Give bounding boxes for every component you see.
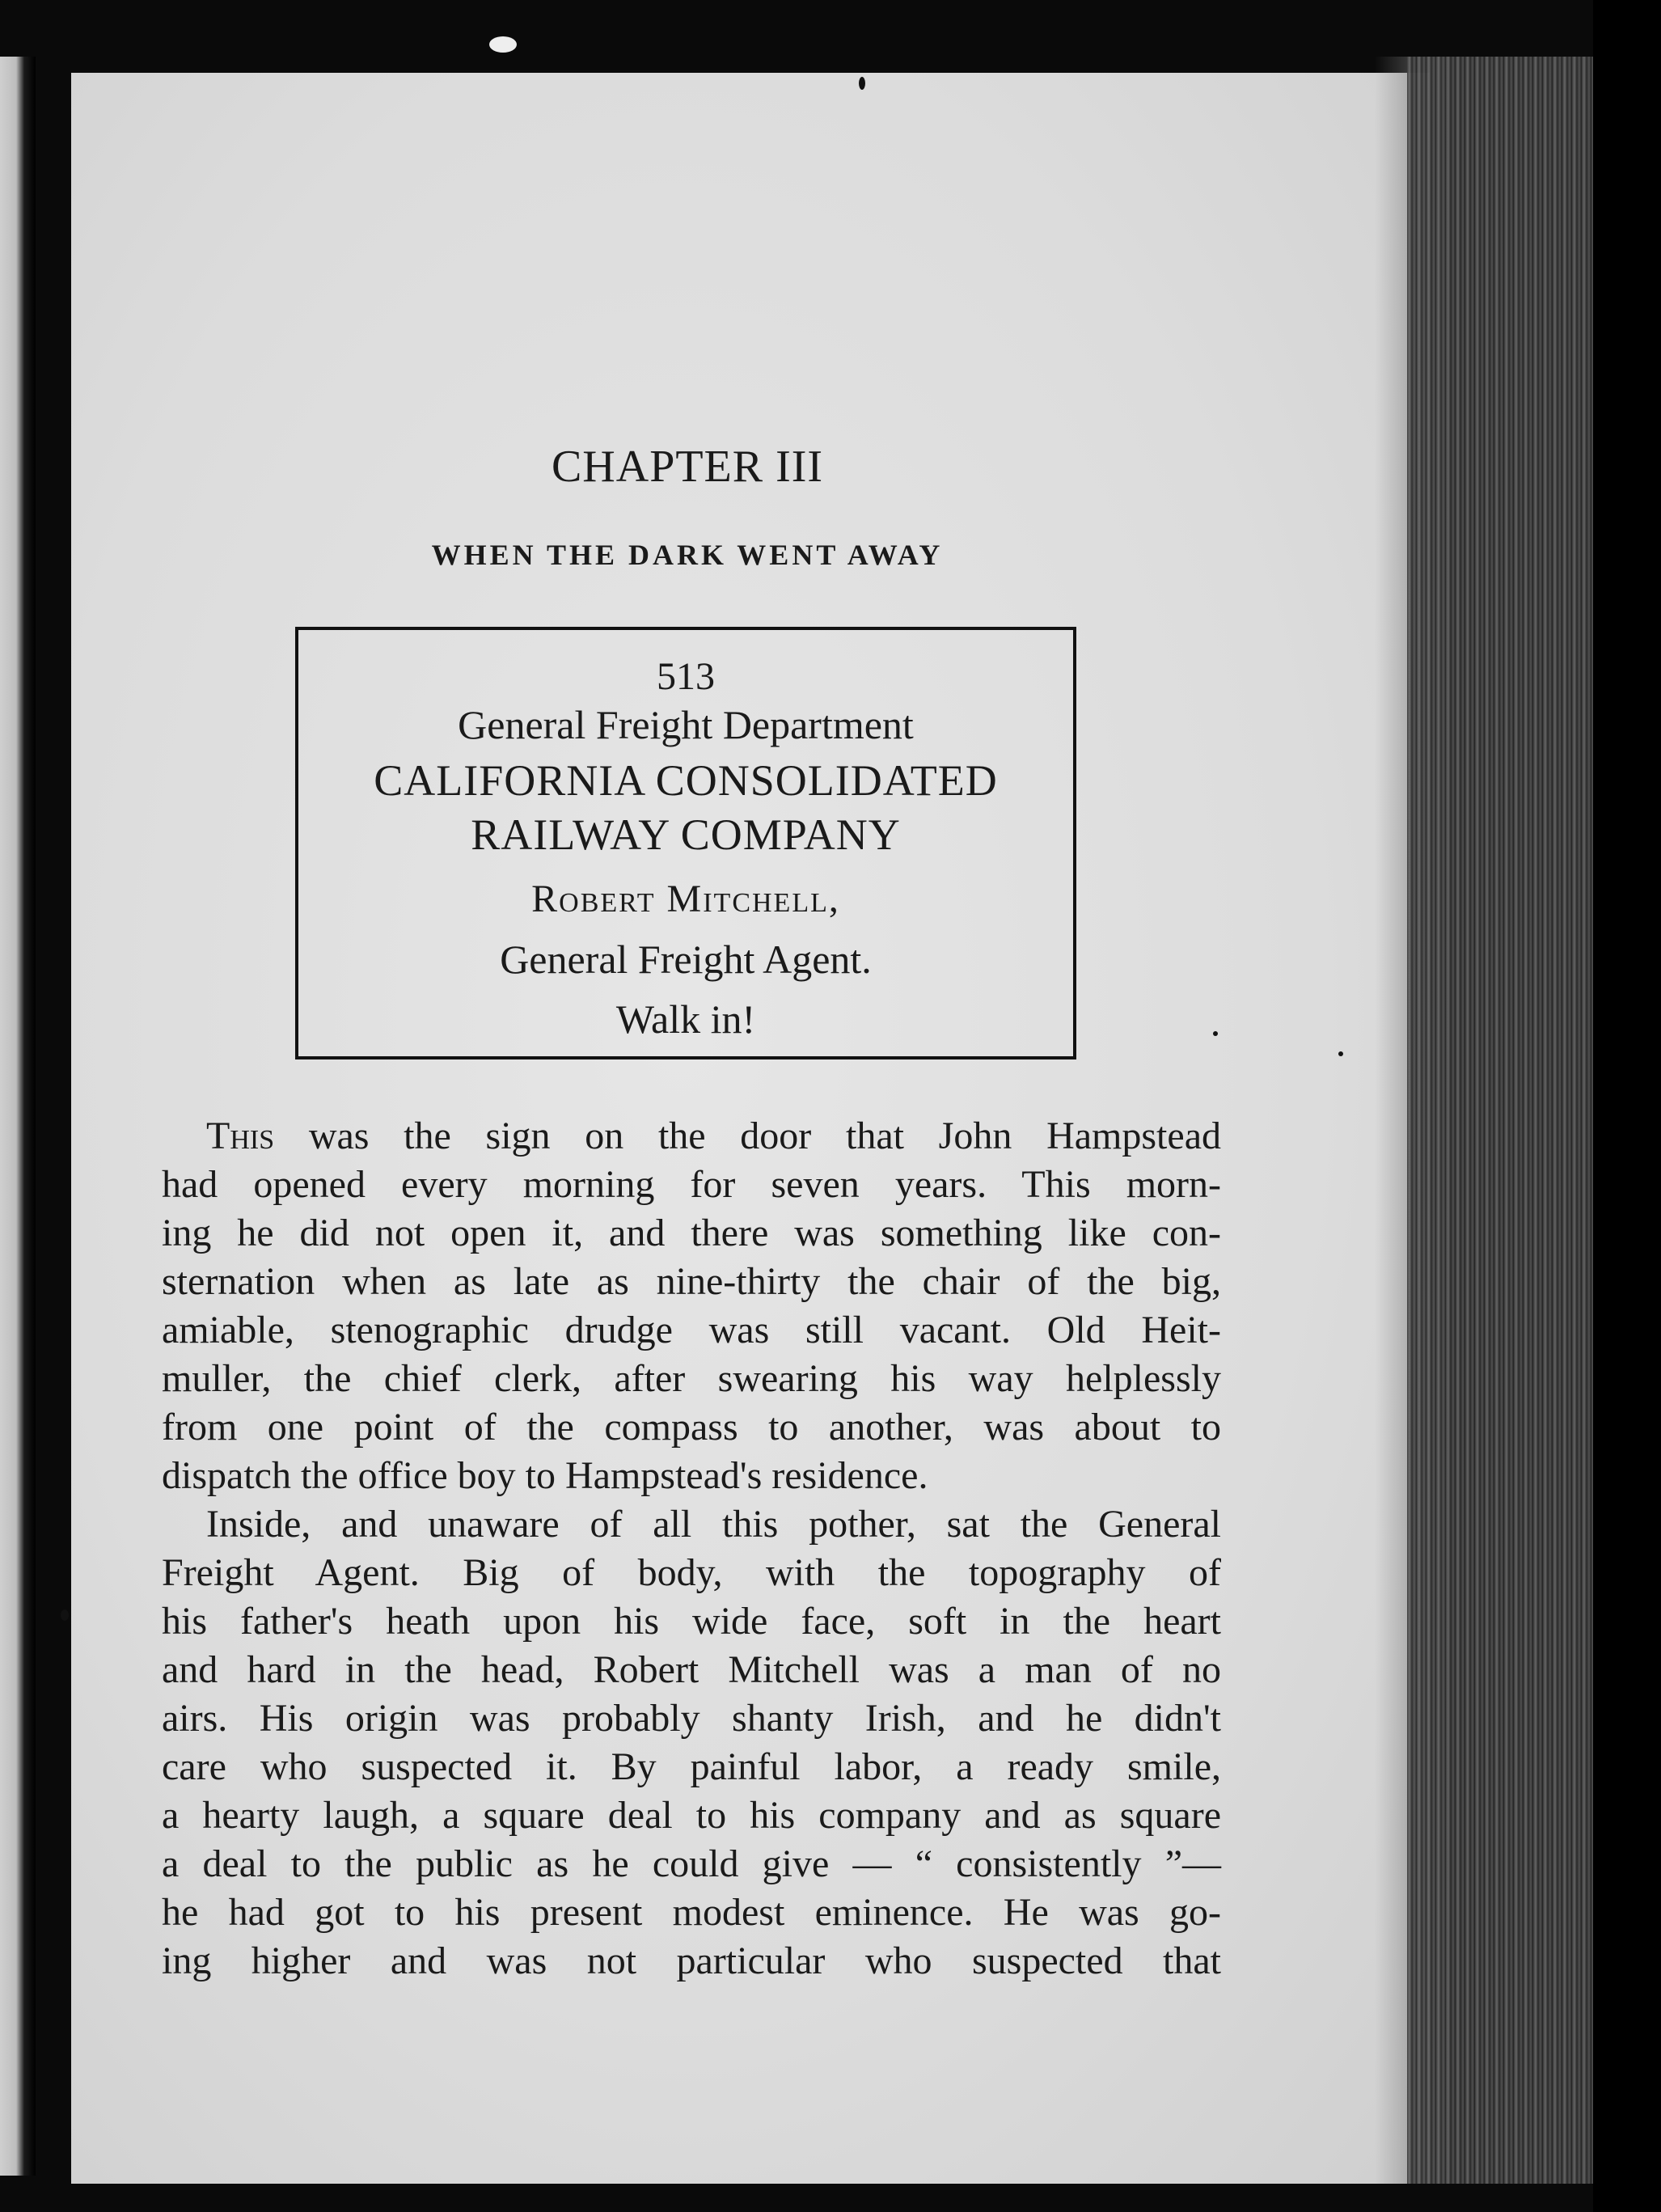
drop-word: This — [206, 1114, 275, 1157]
text-line: had opened every morning for seven years. This morn- — [162, 1163, 1221, 1206]
chapter-title: WHEN THE DARK WENT AWAY — [431, 539, 944, 571]
text-line: sternation when as late as nine-thirty the chair of the big, — [162, 1260, 1221, 1303]
book-binding-left — [0, 57, 36, 2176]
scan-speck — [859, 77, 865, 90]
text-line: ing higher and was not particular who suspected that — [162, 1939, 1221, 1982]
sign-company-line-2: RAILWAY COMPANY — [471, 810, 901, 859]
door-sign-box — [295, 627, 1076, 1059]
paragraph-1 — [162, 1112, 1221, 1500]
scan-speck — [1338, 1051, 1343, 1056]
text-line: he had got to his present modest eminence. He was go- — [162, 1891, 1221, 1934]
sign-agent-title: General Freight Agent. — [500, 937, 872, 982]
chapter-heading: CHAPTER III — [551, 442, 824, 492]
scan-speck — [489, 36, 517, 53]
text-line: dispatch the office boy to Hampstead's residence. — [162, 1454, 928, 1497]
text-line: ing he did not open it, and there was something like con- — [162, 1212, 1221, 1254]
sign-department: General Freight Department — [458, 702, 914, 747]
body-text — [162, 1112, 1221, 1986]
scan-speck — [1213, 1031, 1218, 1036]
sign-company-line-1: CALIFORNIA CONSOLIDATED — [374, 756, 998, 805]
text-line: muller, the chief clerk, after swearing his way helplessly — [162, 1357, 1221, 1400]
text-line: airs. His origin was probably shanty Irish, and he didn't — [162, 1697, 1221, 1740]
text-line: a deal to the public as he could give — “ consistently ”— — [162, 1842, 1221, 1885]
text-line: his father's heath upon his wide face, soft in the heart — [162, 1600, 1221, 1643]
scan-background-right — [1593, 0, 1661, 2212]
text-line — [162, 1112, 1221, 1161]
text-line: amiable, stenographic drudge was still vacant. Old Heit- — [162, 1309, 1221, 1351]
text-line: and hard in the head, Robert Mitchell was a man of no — [162, 1648, 1221, 1691]
text-line: Freight Agent. Big of body, with the topography of — [162, 1551, 1221, 1594]
paragraph-2 — [162, 1500, 1221, 1986]
text-line: Inside, and unaware of all this pother, sat the General — [206, 1503, 1221, 1546]
sign-room-number: 513 — [657, 655, 715, 698]
text-line: from one point of the compass to another, was about to — [162, 1406, 1221, 1449]
sign-agent-name: Robert Mitchell, — [531, 878, 840, 920]
text-line: a hearty laugh, a square deal to his company and as square — [162, 1794, 1221, 1837]
text-line-content: was the sign on the door that John Hampstead — [274, 1114, 1221, 1157]
text-line: care who suspected it. By painful labor, a ready smile, — [162, 1745, 1221, 1788]
scan-speck — [61, 1609, 69, 1621]
book-page-edge — [1407, 57, 1593, 2184]
sign-walk-in: Walk in! — [615, 996, 756, 1042]
